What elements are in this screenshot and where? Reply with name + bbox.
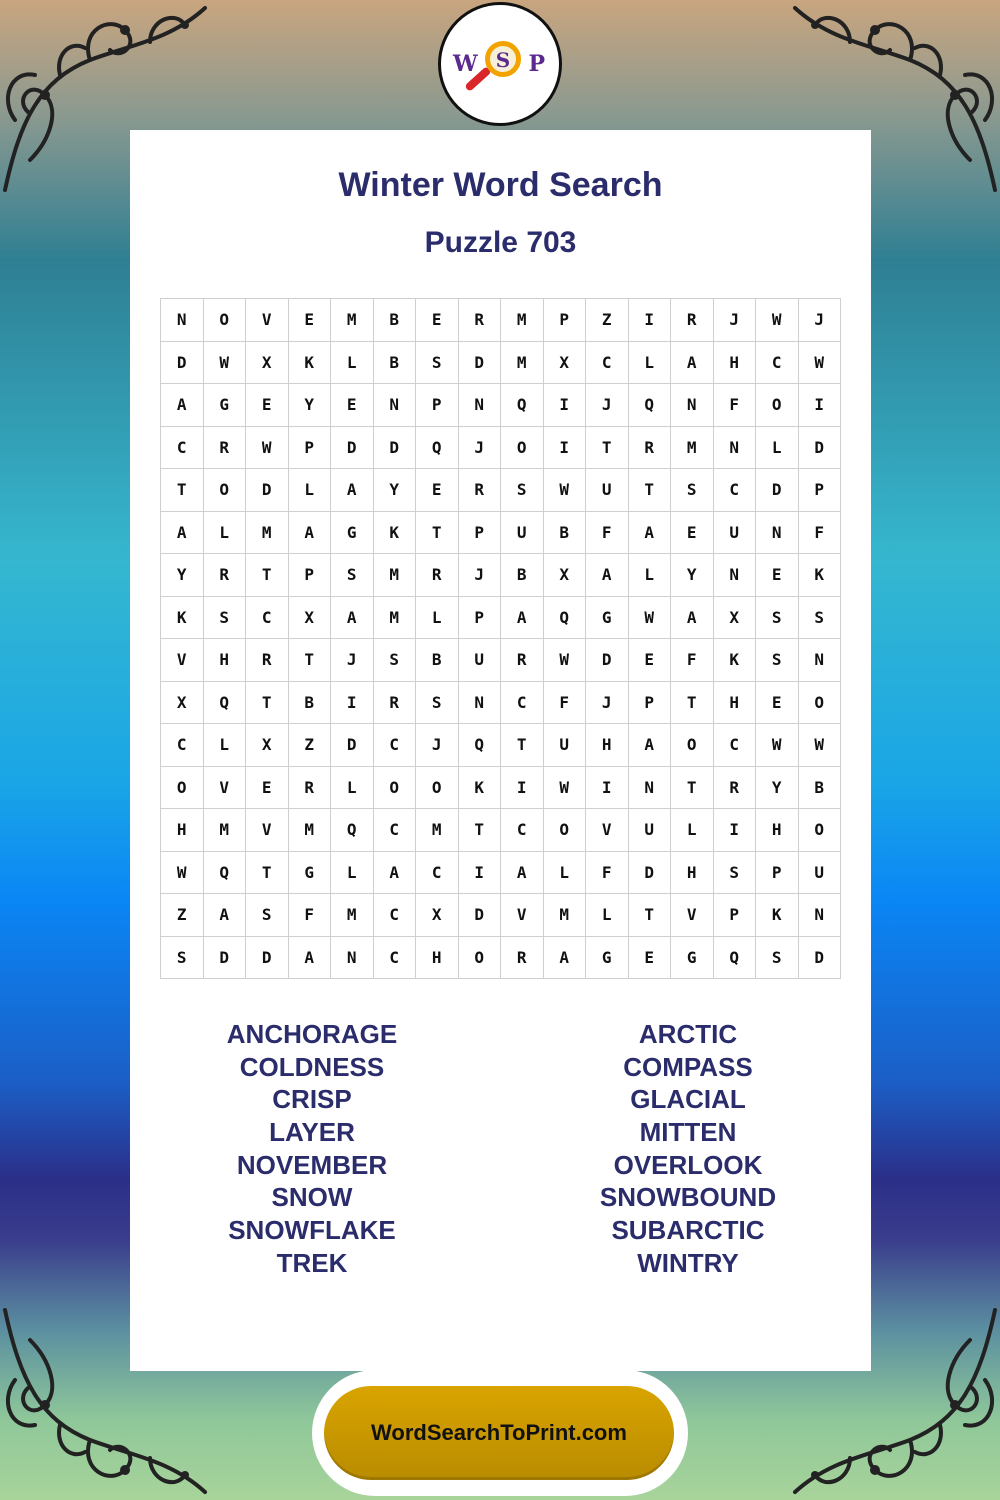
word-list-right <box>538 1018 838 1280</box>
grid-cell: D <box>246 937 289 980</box>
grid-cell: B <box>374 342 417 385</box>
grid-cell: S <box>161 937 204 980</box>
grid-cell: W <box>544 767 587 810</box>
grid-cell: S <box>714 852 757 895</box>
grid-cell: R <box>204 427 247 470</box>
grid-cell: A <box>331 597 374 640</box>
grid-cell: K <box>756 894 799 937</box>
grid-cell: F <box>586 852 629 895</box>
grid-cell: U <box>586 469 629 512</box>
grid-cell: D <box>629 852 672 895</box>
grid-cell: W <box>544 639 587 682</box>
website-link[interactable]: WordSearchToPrint.com <box>324 1386 674 1480</box>
grid-cell: T <box>629 469 672 512</box>
grid-cell: V <box>204 767 247 810</box>
grid-cell: A <box>204 894 247 937</box>
grid-cell: I <box>459 852 502 895</box>
grid-cell: X <box>246 724 289 767</box>
grid-cell: N <box>374 384 417 427</box>
grid-cell: U <box>799 852 842 895</box>
grid-cell: K <box>289 342 332 385</box>
word-list-item: SNOWBOUND <box>599 1182 777 1213</box>
grid-cell: S <box>204 597 247 640</box>
grid-cell: H <box>586 724 629 767</box>
grid-cell: E <box>416 469 459 512</box>
grid-cell: P <box>544 299 587 342</box>
grid-cell: D <box>459 894 502 937</box>
grid-cell: X <box>544 554 587 597</box>
grid-cell: H <box>756 809 799 852</box>
grid-cell: M <box>331 894 374 937</box>
grid-cell: C <box>374 809 417 852</box>
word-list-item: SNOWFLAKE <box>228 1215 396 1246</box>
grid-cell: K <box>714 639 757 682</box>
grid-cell: V <box>246 299 289 342</box>
grid-cell: W <box>756 724 799 767</box>
grid-cell: T <box>671 682 714 725</box>
grid-cell: C <box>161 427 204 470</box>
grid-cell: I <box>714 809 757 852</box>
grid-cell: D <box>799 427 842 470</box>
grid-cell: Q <box>459 724 502 767</box>
grid-cell: K <box>799 554 842 597</box>
grid-cell: O <box>459 937 502 980</box>
grid-cell: L <box>586 894 629 937</box>
grid-cell: W <box>756 299 799 342</box>
grid-cell: C <box>374 937 417 980</box>
grid-cell: S <box>416 682 459 725</box>
grid-cell: T <box>246 554 289 597</box>
grid-cell: B <box>374 299 417 342</box>
puzzle-number: Puzzle 703 <box>424 226 577 259</box>
grid-cell: T <box>586 427 629 470</box>
grid-cell: N <box>799 894 842 937</box>
grid-cell: A <box>501 597 544 640</box>
grid-cell: E <box>246 384 289 427</box>
grid-cell: V <box>246 809 289 852</box>
grid-cell: L <box>331 767 374 810</box>
grid-cell: U <box>459 639 502 682</box>
grid-cell: Y <box>161 554 204 597</box>
grid-cell: G <box>586 937 629 980</box>
word-list-item: COMPASS <box>623 1051 753 1082</box>
grid-cell: U <box>714 512 757 555</box>
grid-cell: P <box>714 894 757 937</box>
grid-cell: P <box>756 852 799 895</box>
grid-cell: D <box>799 937 842 980</box>
grid-cell: I <box>544 427 587 470</box>
grid-cell: X <box>714 597 757 640</box>
grid-cell: T <box>246 682 289 725</box>
grid-cell: S <box>799 597 842 640</box>
grid-cell: G <box>586 597 629 640</box>
grid-cell: K <box>459 767 502 810</box>
grid-cell: J <box>459 427 502 470</box>
grid-cell: A <box>331 469 374 512</box>
grid-cell: Q <box>501 384 544 427</box>
grid-cell: T <box>501 724 544 767</box>
grid-cell: S <box>416 342 459 385</box>
grid-cell: O <box>756 384 799 427</box>
grid-cell: N <box>671 384 714 427</box>
grid-cell: H <box>204 639 247 682</box>
grid-cell: G <box>671 937 714 980</box>
logo-letter-p: P <box>528 51 545 77</box>
grid-cell: E <box>756 554 799 597</box>
grid-cell: Y <box>671 554 714 597</box>
grid-cell: B <box>289 682 332 725</box>
grid-cell: V <box>586 809 629 852</box>
grid-cell: P <box>416 384 459 427</box>
word-list-item: NOVEMBER <box>236 1149 388 1180</box>
grid-cell: N <box>756 512 799 555</box>
grid-cell: J <box>459 554 502 597</box>
grid-cell: H <box>714 682 757 725</box>
grid-cell: M <box>331 299 374 342</box>
grid-cell: O <box>544 809 587 852</box>
grid-cell: R <box>501 639 544 682</box>
grid-cell: P <box>289 427 332 470</box>
grid-cell: Q <box>416 427 459 470</box>
grid-cell: R <box>459 299 502 342</box>
grid-cell: S <box>331 554 374 597</box>
grid-cell: D <box>756 469 799 512</box>
site-logo <box>438 2 562 126</box>
grid-cell: A <box>289 512 332 555</box>
grid-cell: Z <box>586 299 629 342</box>
grid-cell: L <box>204 724 247 767</box>
grid-cell: S <box>756 937 799 980</box>
grid-cell: N <box>714 554 757 597</box>
grid-cell: L <box>416 597 459 640</box>
grid-cell: C <box>501 809 544 852</box>
grid-cell: F <box>544 682 587 725</box>
grid-cell: C <box>756 342 799 385</box>
grid-cell: F <box>714 384 757 427</box>
grid-cell: D <box>161 342 204 385</box>
grid-cell: L <box>544 852 587 895</box>
grid-cell: T <box>246 852 289 895</box>
grid-cell: X <box>161 682 204 725</box>
grid-cell: T <box>161 469 204 512</box>
grid-cell: D <box>204 937 247 980</box>
grid-cell: S <box>501 469 544 512</box>
grid-cell: S <box>374 639 417 682</box>
grid-cell: M <box>289 809 332 852</box>
grid-cell: O <box>671 724 714 767</box>
grid-cell: N <box>799 639 842 682</box>
grid-cell: V <box>161 639 204 682</box>
grid-cell: E <box>416 299 459 342</box>
grid-cell: O <box>374 767 417 810</box>
grid-cell: D <box>374 427 417 470</box>
grid-cell: Q <box>714 937 757 980</box>
grid-cell: S <box>756 639 799 682</box>
grid-cell: M <box>374 597 417 640</box>
grid-cell: N <box>459 384 502 427</box>
grid-cell: A <box>501 852 544 895</box>
word-list-item: ARCTIC <box>638 1019 738 1049</box>
grid-cell: G <box>331 512 374 555</box>
grid-cell: R <box>629 427 672 470</box>
grid-cell: E <box>246 767 289 810</box>
grid-cell: R <box>289 767 332 810</box>
grid-cell: O <box>799 682 842 725</box>
grid-cell: T <box>416 512 459 555</box>
grid-cell: S <box>246 894 289 937</box>
grid-cell: P <box>799 469 842 512</box>
grid-cell: P <box>459 597 502 640</box>
grid-cell: B <box>416 639 459 682</box>
grid-cell: O <box>204 469 247 512</box>
grid-cell: W <box>799 342 842 385</box>
grid-cell: L <box>204 512 247 555</box>
grid-cell: E <box>629 937 672 980</box>
grid-cell: Y <box>289 384 332 427</box>
grid-cell: K <box>161 597 204 640</box>
grid-cell: L <box>671 809 714 852</box>
grid-cell: R <box>671 299 714 342</box>
grid-cell: H <box>161 809 204 852</box>
grid-cell: C <box>374 894 417 937</box>
grid-cell: C <box>161 724 204 767</box>
grid-cell: L <box>629 554 672 597</box>
letter-grid <box>160 298 841 979</box>
grid-cell: P <box>629 682 672 725</box>
grid-cell: I <box>629 299 672 342</box>
grid-cell: A <box>629 512 672 555</box>
grid-cell: W <box>204 342 247 385</box>
grid-cell: G <box>204 384 247 427</box>
word-list-item: OVERLOOK <box>613 1149 763 1180</box>
word-list-item: SUBARCTIC <box>611 1215 765 1246</box>
grid-cell: Q <box>204 852 247 895</box>
grid-cell: V <box>671 894 714 937</box>
grid-cell: D <box>586 639 629 682</box>
grid-cell: T <box>629 894 672 937</box>
grid-cell: O <box>799 809 842 852</box>
grid-cell: M <box>501 342 544 385</box>
word-list-left <box>162 1018 462 1280</box>
grid-cell: W <box>799 724 842 767</box>
grid-cell: A <box>374 852 417 895</box>
grid-cell: W <box>544 469 587 512</box>
word-list-item: LAYER <box>269 1117 355 1148</box>
word-list-item: WINTRY <box>637 1247 739 1278</box>
grid-cell: N <box>714 427 757 470</box>
grid-cell: X <box>544 342 587 385</box>
word-list-item: CRISP <box>272 1084 352 1115</box>
grid-cell: U <box>501 512 544 555</box>
grid-cell: C <box>714 724 757 767</box>
grid-cell: D <box>246 469 289 512</box>
grid-cell: J <box>586 384 629 427</box>
grid-cell: J <box>586 682 629 725</box>
grid-cell: M <box>544 894 587 937</box>
grid-cell: W <box>246 427 289 470</box>
grid-cell: X <box>289 597 332 640</box>
grid-cell: B <box>799 767 842 810</box>
word-list-item: SNOW <box>271 1182 353 1213</box>
grid-cell: I <box>586 767 629 810</box>
grid-cell: Q <box>544 597 587 640</box>
grid-cell: C <box>501 682 544 725</box>
grid-cell: P <box>459 512 502 555</box>
grid-cell: C <box>416 852 459 895</box>
grid-cell: R <box>374 682 417 725</box>
grid-cell: S <box>671 469 714 512</box>
grid-cell: M <box>246 512 289 555</box>
grid-cell: T <box>671 767 714 810</box>
word-list-item: ANCHORAGE <box>226 1019 398 1049</box>
grid-cell: A <box>629 724 672 767</box>
grid-cell: J <box>799 299 842 342</box>
grid-cell: L <box>331 852 374 895</box>
grid-cell: H <box>416 937 459 980</box>
grid-cell: F <box>799 512 842 555</box>
logo-letter-w: W <box>453 51 478 77</box>
grid-cell: H <box>714 342 757 385</box>
grid-cell: B <box>501 554 544 597</box>
grid-cell: J <box>331 639 374 682</box>
grid-cell: X <box>246 342 289 385</box>
grid-cell: F <box>586 512 629 555</box>
grid-cell: Q <box>204 682 247 725</box>
grid-cell: G <box>289 852 332 895</box>
grid-cell: C <box>586 342 629 385</box>
grid-cell: L <box>289 469 332 512</box>
grid-cell: L <box>629 342 672 385</box>
grid-cell: A <box>161 384 204 427</box>
grid-cell: A <box>289 937 332 980</box>
grid-cell: F <box>671 639 714 682</box>
grid-cell: J <box>714 299 757 342</box>
grid-cell: Q <box>331 809 374 852</box>
grid-cell: E <box>629 639 672 682</box>
grid-cell: W <box>161 852 204 895</box>
grid-cell: I <box>544 384 587 427</box>
grid-cell: A <box>586 554 629 597</box>
grid-cell: R <box>714 767 757 810</box>
word-list-item: TREK <box>276 1247 348 1278</box>
grid-cell: W <box>629 597 672 640</box>
grid-cell: Q <box>629 384 672 427</box>
grid-cell: O <box>501 427 544 470</box>
grid-cell: B <box>544 512 587 555</box>
grid-cell: J <box>416 724 459 767</box>
grid-cell: S <box>756 597 799 640</box>
grid-cell: A <box>161 512 204 555</box>
grid-cell: O <box>161 767 204 810</box>
grid-cell: D <box>331 427 374 470</box>
grid-cell: A <box>671 342 714 385</box>
grid-cell: M <box>671 427 714 470</box>
grid-cell: R <box>204 554 247 597</box>
grid-cell: U <box>629 809 672 852</box>
grid-cell: M <box>416 809 459 852</box>
grid-cell: M <box>374 554 417 597</box>
grid-cell: T <box>289 639 332 682</box>
grid-cell: M <box>501 299 544 342</box>
grid-cell: C <box>246 597 289 640</box>
grid-cell: I <box>331 682 374 725</box>
grid-cell: Y <box>756 767 799 810</box>
grid-cell: Z <box>161 894 204 937</box>
grid-cell: E <box>331 384 374 427</box>
grid-cell: K <box>374 512 417 555</box>
grid-cell: I <box>799 384 842 427</box>
word-list-item: COLDNESS <box>239 1051 385 1082</box>
grid-cell: C <box>714 469 757 512</box>
grid-cell: V <box>501 894 544 937</box>
magnifier-icon <box>485 41 521 77</box>
grid-cell: Z <box>289 724 332 767</box>
puzzle-card <box>130 130 871 1371</box>
grid-cell: A <box>544 937 587 980</box>
grid-cell: E <box>756 682 799 725</box>
grid-cell: R <box>246 639 289 682</box>
grid-cell: M <box>204 809 247 852</box>
grid-cell: O <box>204 299 247 342</box>
grid-cell: P <box>289 554 332 597</box>
grid-cell: E <box>289 299 332 342</box>
grid-cell: X <box>416 894 459 937</box>
grid-cell: L <box>756 427 799 470</box>
grid-cell: R <box>416 554 459 597</box>
footer-badge <box>312 1370 688 1496</box>
word-list-item: MITTEN <box>639 1117 737 1148</box>
logo-letter-s: S <box>495 48 511 72</box>
grid-cell: L <box>331 342 374 385</box>
grid-cell: N <box>331 937 374 980</box>
grid-cell: C <box>374 724 417 767</box>
grid-cell: O <box>416 767 459 810</box>
grid-cell: E <box>671 512 714 555</box>
grid-cell: R <box>501 937 544 980</box>
word-list-item: GLACIAL <box>630 1084 746 1115</box>
grid-cell: H <box>671 852 714 895</box>
grid-cell: A <box>671 597 714 640</box>
grid-cell: R <box>459 469 502 512</box>
grid-cell: T <box>459 809 502 852</box>
grid-cell: F <box>289 894 332 937</box>
page-title: Winter Word Search <box>338 166 663 204</box>
grid-cell: N <box>161 299 204 342</box>
grid-cell: I <box>501 767 544 810</box>
grid-cell: D <box>331 724 374 767</box>
grid-cell: D <box>459 342 502 385</box>
grid-cell: U <box>544 724 587 767</box>
grid-cell: N <box>459 682 502 725</box>
grid-cell: N <box>629 767 672 810</box>
grid-cell: Y <box>374 469 417 512</box>
